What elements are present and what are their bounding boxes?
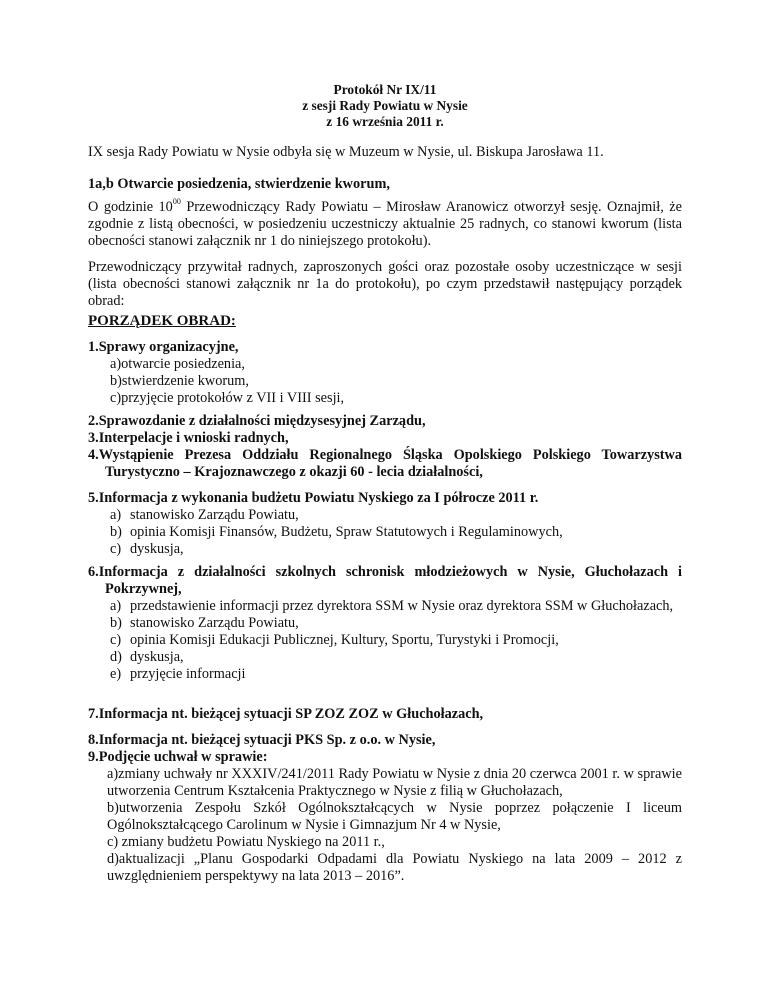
agenda-subitem: a) stanowisko Zarządu Powiatu, <box>110 507 299 523</box>
intro-paragraph: IX sesja Rady Powiatu w Nysie odbyła się w Muzeum w Nysie, ul. Biskupa Jarosława 11. <box>88 144 604 160</box>
agenda-subitem: c) dyskusja, <box>110 541 184 557</box>
section-heading: 1a,b Otwarcie posiedzenia, stwierdzenie kworum, <box>88 176 390 192</box>
agenda-item-6-subs <box>88 598 682 683</box>
agenda-subitem: a)zmiany uchwały nr XXXIV/241/2011 Rady Powiatu w Nysie z dnia 20 czerwca 2001 r. w sprawie utworzenia Centrum Kształcenia Praktycznego w Nysie z filią w Głuchołazach, <box>107 766 682 799</box>
agenda-item-1: 1.Sprawy organizacyjne, a)otwarcie posiedzenia, b)stwierdzenie kworum, c)przyjęcie protokołów z VII i VIII sesji, <box>88 339 682 407</box>
document-header <box>88 82 682 130</box>
agenda-subitem: b)utworzenia Zespołu Szkół Ogólnokształcących w Nysie poprzez połączenie I liceum Ogólnokształcącego Carolinum w Nysie i Gimnazjum Nr 4 w Nysie, <box>107 800 682 833</box>
agenda-item-3: 3.Interpelacje i wnioski radnych, <box>88 430 289 446</box>
agenda-item-5-subs <box>88 507 682 558</box>
agenda-subitem: a) przedstawienie informacji przez dyrektora SSM w Nysie oraz dyrektora SSM w Głuchołazach, <box>110 598 674 614</box>
session-date: z 16 września 2011 r. <box>326 114 444 129</box>
agenda-subitem: a)otwarcie posiedzenia, <box>110 356 245 372</box>
agenda-subitem: c)przyjęcie protokołów z VII i VIII sesji, <box>110 390 345 406</box>
agenda-item-9: 9.Podjęcie uchwał w sprawie: a)zmiany uchwały nr XXXIV/241/2011 Rady Powiatu w Nysie z dnia 20 czerwca 2001 r. w sprawie utworzenia Centrum Kształcenia Praktycznego w Nysie z filią w Głuchołazach, b)utworzenia Zespołu Szkół Ogólnokształcących w Nysie poprzez połączenie I liceum Ogólnokształcącego Carolinum w Nysie i Gimnazjum Nr 4 w Nysie, c) zmiany budżetu Powiatu Nyskiego na 2011 r., d)aktualizacji „Planu Gospodarki Odpadami dla Powiatu Nyskiego na lata 2009 – 2012 z uwzględnieniem perspektywy na lata 2013 – 2016”. <box>88 749 682 884</box>
protocol-number: Protokół Nr IX/11 <box>333 82 437 97</box>
session-title: z sesji Rady Powiatu w Nysie <box>302 98 468 113</box>
agenda-item-2: 2.Sprawozdanie z działalności międzysesyjnej Zarządu, <box>88 413 426 429</box>
agenda-subitem: e) przyjęcie informacji <box>110 666 246 682</box>
agenda-subitem: d)aktualizacji „Planu Gospodarki Odpadami dla Powiatu Nyskiego na lata 2009 – 2012 z uwzględnieniem perspektywy na lata 2013 – 2016”. <box>107 851 682 884</box>
agenda-subitem: d) dyskusja, <box>110 649 184 665</box>
agenda-item-7: 7.Informacja nt. bieżącej sytuacji SP ZOZ ZOZ w Głuchołazach, <box>88 706 484 722</box>
agenda-item-5: 5.Informacja z wykonania budżetu Powiatu Nyskiego za I półrocze 2011 r. a) stanowisko Zarządu Powiatu, b) opinia Komisji Finansów, Budżetu, Spraw Statutowych i Regulaminowych, c) dyskusja, <box>88 490 682 558</box>
agenda-title: PORZĄDEK OBRAD: <box>88 313 236 329</box>
opening-paragraph: O godzinie $10^{00}$ Przewodniczący Rady Powiatu – Mirosław Aranowicz otworzył sesję. Oznajmił, że zgodnie z listą obecności, w posiedzeniu uczestniczy aktualnie 25 radnych, co stanowi kworum (lista obecności stanowi załącznik nr 1 do niniejszego protokołu). <box>88 197 682 249</box>
agenda-subitem: b) opinia Komisji Finansów, Budżetu, Spraw Statutowych i Regulaminowych, <box>110 524 563 540</box>
greeting-paragraph: Przewodniczący przywitał radnych, zaproszonych gości oraz pozostałe osoby uczestniczące w sesji (lista obecności stanowi załącznik nr 1a do protokołu), po czym przedstawił następujący porządek obrad: <box>88 259 682 309</box>
agenda-item-6: 6.Informacja z działalności szkolnych schronisk młodzieżowych w Nysie, Głuchołazach i Pokrzywnej, a) przedstawienie informacji przez dyrektora SSM w Nysie oraz dyrektora SSM w Głuchołazach, b) stanowisko Zarządu Powiatu, c) opinia Komisji Edukacji Publicznej, Kultury, Sportu, Turystyki i Promocji, d) dyskusja, e) przyjęcie informacji <box>88 564 682 682</box>
agenda-subitem: b) stanowisko Zarządu Powiatu, <box>110 615 299 631</box>
agenda-subitem: c) zmiany budżetu Powiatu Nyskiego na 2011 r., <box>107 834 385 850</box>
agenda-subitem: b)stwierdzenie kworum, <box>110 373 249 389</box>
agenda-subitem: c) opinia Komisji Edukacji Publicznej, Kultury, Sportu, Turystyki i Promocji, <box>110 632 559 648</box>
agenda-item-4: 4.Wystąpienie Prezesa Oddziału Regionalnego Śląska Opolskiego Polskiego Towarzystwa Turystyczno – Krajoznawczego z okazji 60 - lecia działalności, <box>88 447 682 480</box>
agenda-item-8: 8.Informacja nt. bieżącej sytuacji PKS Sp. z o.o. w Nysie, <box>88 732 436 748</box>
